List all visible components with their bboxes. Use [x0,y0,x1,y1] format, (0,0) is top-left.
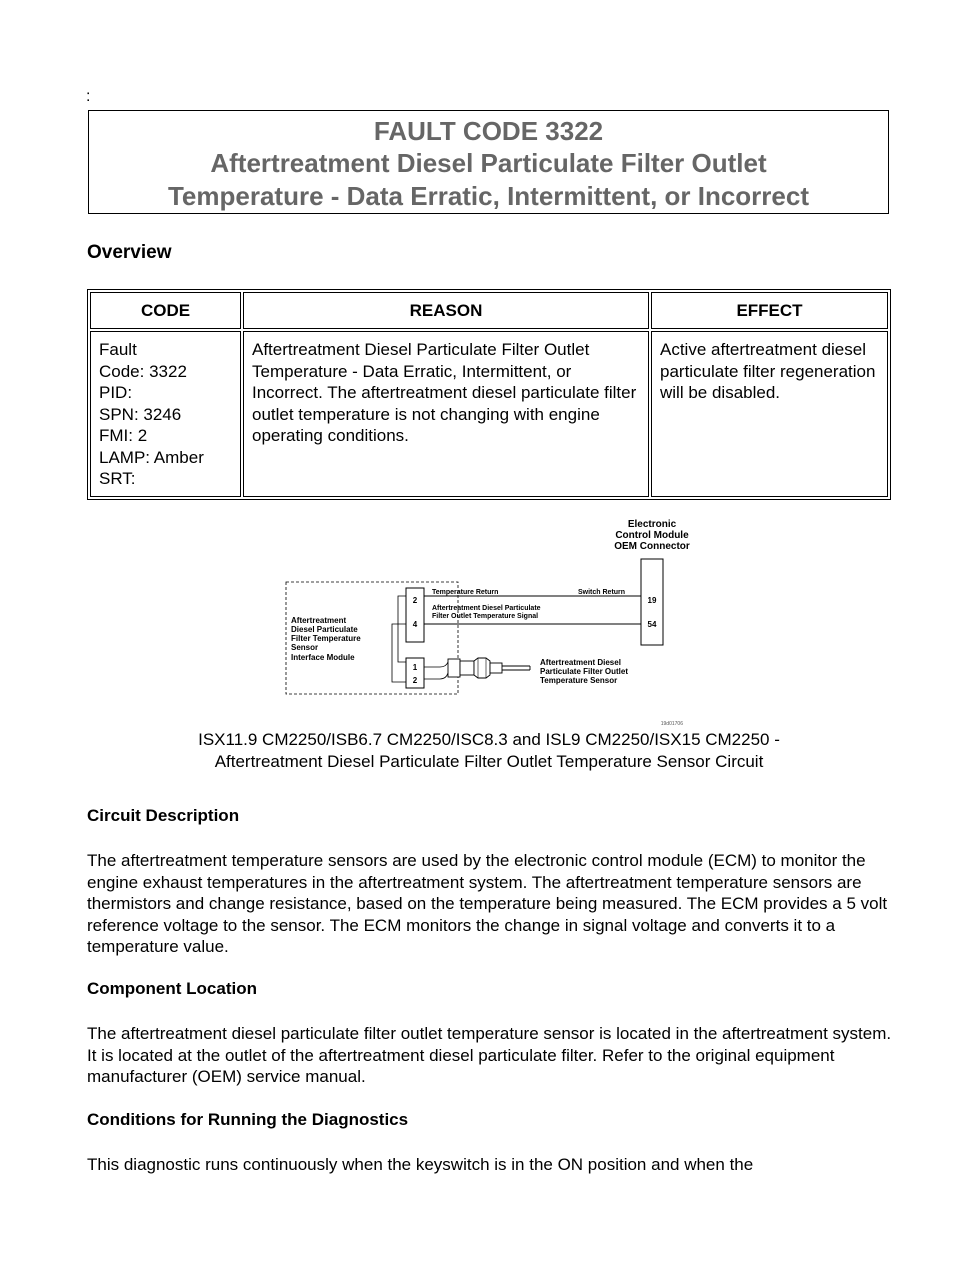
code-cell [90,331,241,497]
figure-id: 19d01706 [660,721,683,727]
fault-code-table [87,289,891,500]
sensor-circuit-diagram [280,515,700,730]
internal-wire [392,624,406,682]
diagram-caption [87,729,891,772]
reason-cell: Aftertreatment Diesel Particulate Filter Outlet Temperature - Data Erratic, Intermittent, or Incorrect. The aftertreatment diesel particulate filter outlet temperature is not changing with engine operating conditions. [243,331,649,497]
circuit-description-text: The aftertreatment temperature sensors are used by the electronic control module (ECM) to monitor the engine exhaust temperatures in the aftertreatment system. The aftertreatment temperature sensors are thermistors and change resistance, based on the temperature being measured. The ECM provides a 5 volt reference voltage to the sensor. The ECM monitors the change in signal voltage and converts it to a temperature value. [87,851,888,956]
module-pin-2: 2 [412,596,418,605]
module-label-line: Interface Module [291,653,355,662]
overview-heading: Overview [87,242,172,263]
module-label-line: Sensor [291,643,319,652]
caption-line-2: Aftertreatment Diesel Particulate Filter Outlet Temperature Sensor Circuit [214,751,764,771]
code-line: SRT: [99,469,136,488]
table-row [90,331,888,497]
leading-colon: : [86,88,91,105]
header-reason: REASON [243,292,649,329]
ecm-label-line: Electronic [627,519,677,530]
code-line: SPN: 3246 [99,404,182,424]
fault-code-title: FAULT CODE 3322 [373,116,604,146]
ecm-label-line: Control Module [615,530,689,541]
sensor-label-line: Aftertreatment Diesel [540,658,621,667]
module-label-line: Aftertreatment [291,616,347,625]
caption-line-1: ISX11.9 CM2250/ISB6.7 CM2250/ISC8.3 and ISL9 CM2250/ISX15 CM2250 - [198,730,780,749]
effect-cell: Active aftertreatment diesel particulate filter regeneration will be disabled. [651,331,888,497]
module-label-line: Diesel Particulate [291,625,358,634]
sensor-pin-2: 2 [412,676,418,685]
sensor-harness-wire [424,673,448,679]
switch-return-label: Switch Return [578,589,626,596]
code-line: PID: [99,383,133,402]
module-pin-4: 4 [412,620,418,629]
component-location-heading: Component Location [87,979,257,998]
signal-label-line: Aftertreatment Diesel Particulate [432,605,541,612]
component-location-text: The aftertreatment diesel particulate filter outlet temperature sensor is located in the aftertreatment system. It is located at the outlet of the aftertreatment diesel particulate filter. Refer to the original equipment manufacturer (OEM) service manual. [87,1024,892,1086]
sensor-harness-wire [424,662,448,667]
code-line: LAMP: Amber [99,447,204,467]
sensor-pin-1: 1 [412,663,418,672]
code-line: Fault [99,340,137,359]
code-line: Code: 3322 [99,361,187,381]
circuit-description-heading: Circuit Description [87,806,240,825]
fault-title-line-3: Temperature - Data Erratic, Intermittent, or Incorrect [167,181,809,211]
internal-wire [398,596,406,662]
temperature-sensor-icon [448,658,530,678]
ecm-pin-54: 54 [647,620,657,629]
table-header-row [90,292,888,329]
header-effect: EFFECT [651,292,888,329]
fault-title-line-2: Aftertreatment Diesel Particulate Filter Outlet [210,148,767,178]
sensor-label-line: Particulate Filter Outlet [540,667,629,676]
ecm-pin-19: 19 [647,596,657,605]
ecm-label-line: OEM Connector [614,541,690,552]
conditions-text: This diagnostic runs continuously when the keyswitch is in the ON position and when the [87,1155,754,1174]
signal-label-line: Filter Outlet Temperature Signal [432,613,539,620]
sensor-label-line: Temperature Sensor [540,676,618,685]
code-line: FMI: 2 [99,426,148,445]
fault-title-box [88,110,889,214]
module-label-line: Filter Temperature [291,634,361,643]
header-code: CODE [90,292,241,329]
conditions-heading: Conditions for Running the Diagnostics [87,1110,409,1129]
temperature-return-label: Temperature Return [432,589,499,596]
